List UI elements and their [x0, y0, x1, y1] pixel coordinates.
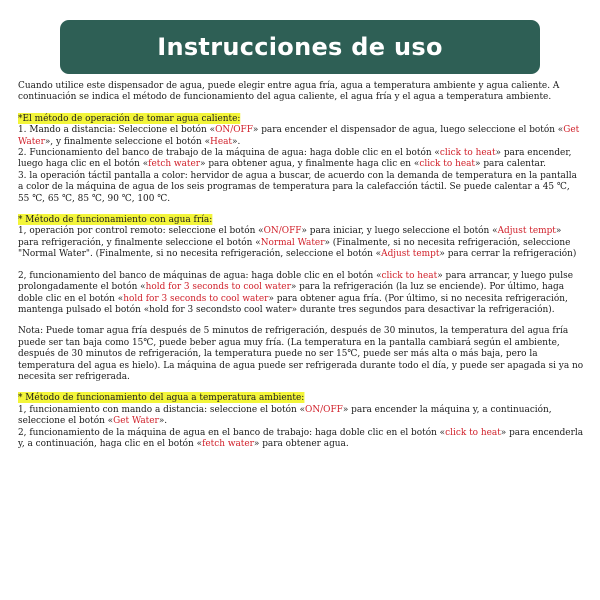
text-run: » para obtener agua fría. (Por último, si no necesita refrigeración, mantenga pulsado el botón «hold for 3 secondsto cool water» durante tres segundos para desactivar la refrigeración). — [18, 292, 568, 315]
text-run: » para encender la máquina y, a continuación, seleccione el botón « — [18, 403, 552, 427]
text-run: 1, funcionamiento con mando a distancia: seleccione el botón « — [18, 403, 306, 415]
hot-step-2 — [18, 147, 583, 170]
text-run: » (Finalmente, si no necesita refrigeración, seleccione "Normal Water". (Finalmente, si no necesita refrigeración, seleccione el botón « — [18, 236, 571, 260]
text-run: ». — [232, 135, 241, 147]
room-step-2 — [18, 427, 583, 450]
page-title: Instrucciones de uso — [157, 33, 443, 61]
button-name: ON/OFF — [305, 403, 343, 415]
cold-step-2 — [18, 270, 583, 316]
text-run: » para cerrar la refrigeración) — [439, 248, 577, 260]
hot-step-3: 3. la operación táctil pantalla a color: hervidor de agua a buscar, de acuerdo con la demanda de temperatura en la pantalla a color de la máquina de agua de los seis programas de temperatura para la calefacción táctil. Se puede calentar a 45 ℃, 55 ℃, 65 ℃, 85 ℃, 90 ℃, 100 ℃. — [18, 169, 577, 204]
button-name: Heat — [210, 135, 233, 147]
button-name: Get Water — [113, 415, 159, 427]
text-run: » para refrigeración, y finalmente seleccione el botón « — [18, 225, 562, 248]
title-banner — [60, 20, 540, 74]
text-run: » para obtener agua, y finalmente haga clic en « — [200, 158, 420, 170]
text-run: » para iniciar, y luego seleccione el botón « — [301, 225, 498, 237]
cold-step-1 — [18, 225, 583, 259]
button-name: ON/OFF — [215, 124, 253, 136]
text-run: », y finalmente seleccione el botón « — [44, 135, 211, 147]
text-run: » para encender, luego haga clic en el botón « — [18, 147, 572, 170]
button-name: Normal Water — [260, 236, 325, 248]
text-run: » para arrancar, y luego pulse prolongadamente el botón « — [18, 269, 573, 293]
text-run: 2. Funcionamiento del banco de trabajo de la máquina de agua: haga doble clic en el botón « — [18, 147, 440, 159]
button-name: click to heat — [419, 158, 476, 170]
text-run: » para calentar. — [475, 158, 546, 170]
button-name: hold for 3 seconds to cool water — [145, 281, 291, 293]
text-run: » para la refrigeración (la luz se enciende). Por último, haga doble clic en el botón « — [18, 281, 565, 304]
cold-note: Nota: Puede tomar agua fría después de 5 minutos de refrigeración, después de 30 minutos, la temperatura del agua fría puede ser tan baja como 15℃, puede beber agua muy fría. (La temperatura en la pantalla cambiará según el ambiente, después de 30 minutos de refrigeración, la temperatura puede no ser 15℃, puede ser más alta o más baja, pero la temperatura del agua es hielo). La máquina de agua puede ser refrigerada durante todo el día, y puede ser apagada si ya no necesita ser refrigerada. — [18, 325, 584, 382]
text-run: » para obtener agua. — [253, 437, 349, 449]
button-name: Adjust tempt — [381, 248, 440, 260]
hot-water-section — [18, 113, 583, 204]
text-run: » para encenderla y, a continuación, haga clic en el botón « — [18, 426, 584, 449]
room-temp-heading: * Método de funcionamiento del agua a temperatura ambiente: — [18, 392, 305, 404]
button-name: ON/OFF — [263, 225, 302, 237]
button-name: click to heat — [439, 147, 496, 159]
cold-water-heading: * Método de funcionamiento con agua fría: — [18, 214, 213, 226]
button-name: fetch water — [148, 158, 201, 170]
button-name: fetch water — [202, 437, 254, 449]
intro-paragraph: Cuando utilice este dispensador de agua, puede elegir entre agua fría, agua a temperatura ambiente y agua caliente. A continuación se indica el método de funcionamiento del agua caliente, el agua fría y el agua a temperatura ambiente. — [18, 80, 560, 103]
hot-water-heading: *El método de operación de tomar agua caliente: — [18, 112, 241, 124]
room-temp-section — [18, 392, 583, 449]
instructions-document — [18, 80, 583, 449]
text-run: 1, operación por control remoto: seleccione el botón « — [18, 225, 264, 237]
cold-water-section — [18, 214, 583, 382]
text-run: 1. Mando a distancia: Seleccione el botón « — [18, 124, 216, 136]
text-run: » para encender el dispensador de agua, luego seleccione el botón « — [252, 124, 564, 136]
button-name: hold for 3 seconds to cool water — [123, 292, 269, 304]
text-run: 2, funcionamiento del banco de máquinas de agua: haga doble clic en el botón « — [18, 269, 382, 281]
hot-step-1 — [18, 124, 583, 147]
button-name: click to heat — [445, 426, 501, 438]
text-run: ». — [158, 415, 168, 427]
button-name: Adjust tempt — [497, 225, 556, 237]
text-run: 2, funcionamiento de la máquina de agua en el banco de trabajo: haga doble clic en el botón « — [18, 426, 446, 438]
button-name: click to heat — [381, 269, 438, 281]
button-name: Get Water — [18, 124, 580, 147]
room-step-1 — [18, 404, 583, 427]
